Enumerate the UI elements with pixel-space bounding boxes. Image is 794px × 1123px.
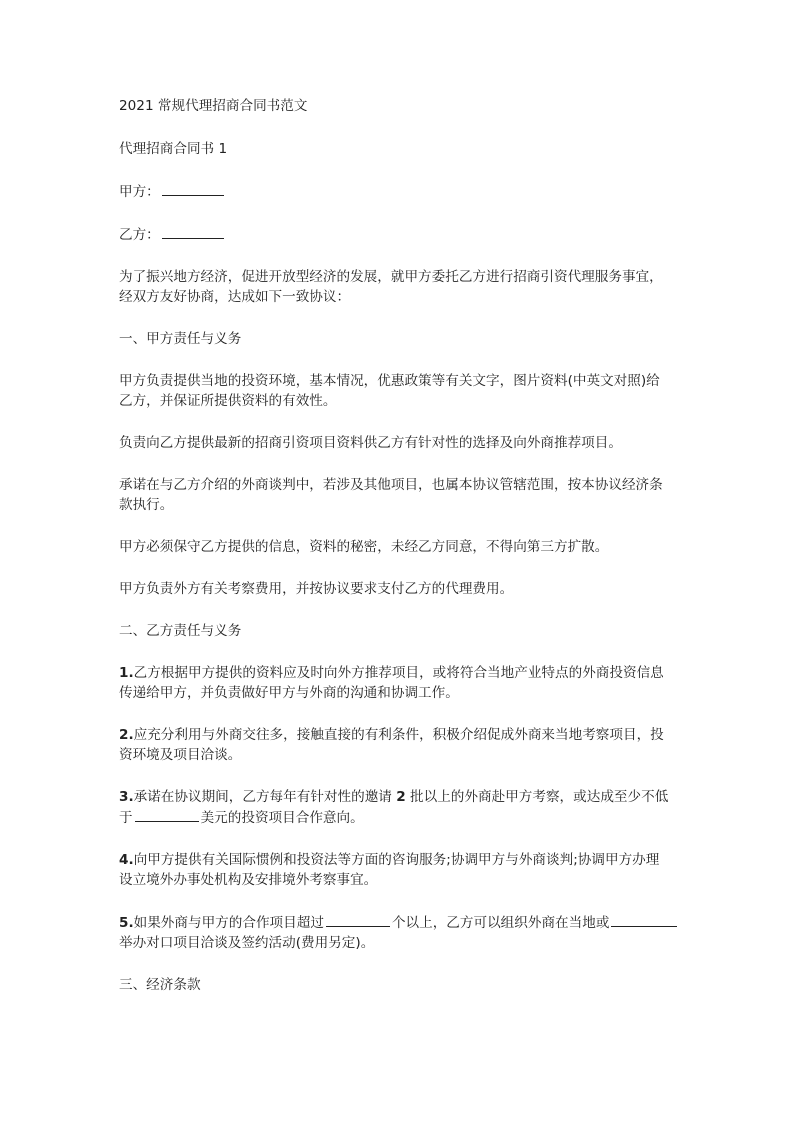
s2-i3-line-2 — [119, 807, 681, 828]
s2-i4-line-2: 设立境外办事处机构及安排境外考察事宜。 — [119, 872, 378, 888]
section-2-item-4 — [119, 850, 681, 890]
intro-line-1: 为了振兴地方经济，促进开放型经济的发展，就甲方委托乙方进行招商引资代理服务事宜， — [119, 269, 663, 285]
party-b-label: 乙方： — [119, 227, 160, 243]
party-a-line — [119, 181, 681, 202]
s2-i3-line-1 — [119, 787, 681, 807]
amount-blank — [135, 807, 199, 822]
section-2-item-5 — [119, 912, 681, 953]
section-1-paragraph-5: 甲方负责外方有关考察费用，并按协议要求支付乙方的代理费用。 — [119, 581, 514, 597]
item-text: 向甲方提供有关国际惯例和投资法等方面的咨询服务;协调甲方与外商谈判;协调甲方办理 — [133, 852, 660, 868]
party-a-blank — [162, 181, 224, 196]
item-text: 乙方根据甲方提供的资料应及时向外方推荐项目，或将符合当地产业特点的外商投资信息 — [133, 665, 664, 681]
section-1-paragraph-1 — [119, 371, 681, 411]
item-text-a: 如果外商与甲方的合作项目超过 — [133, 915, 324, 931]
project-count-blank — [326, 912, 390, 927]
item-text-b: 个以上，乙方可以组织外商在当地或 — [391, 915, 610, 931]
s2-i5-line-2: 举办对口项目洽谈及签约活动(费用另定)。 — [119, 935, 375, 951]
section-2-item-3 — [119, 787, 681, 828]
contract-subtitle: 代理招商合同书 1 — [119, 141, 228, 157]
document-title: 2021 常规代理招商合同书范文 — [119, 98, 308, 114]
section-1-paragraph-4: 甲方必须保守乙方提供的信息，资料的秘密，未经乙方同意，不得向第三方扩散。 — [119, 539, 609, 555]
item-text-c: 于 — [119, 810, 133, 826]
item-text: 应充分利用与外商交往多，接触直接的有利条件，积极介绍促成外商来当地考察项目，投 — [133, 727, 664, 743]
section-3-heading: 三、经济条款 — [119, 977, 201, 993]
section-2-item-1 — [119, 663, 681, 703]
s2-i2-line-2: 资环境及项目洽谈。 — [119, 747, 242, 763]
s2-i2-line-1 — [119, 725, 681, 745]
item-number: 5. — [119, 915, 134, 931]
item-text-b: 批以上的外商赴甲方考察，或达成至少不低 — [405, 789, 669, 805]
item-number: 4. — [119, 852, 134, 868]
s2-i1-line-1 — [119, 663, 681, 683]
section-1-paragraph-2: 负责向乙方提供最新的招商引资项目资料供乙方有针对性的选择及向外商推荐项目。 — [119, 435, 622, 451]
s1-p1-line-2: 乙方，并保证所提供资料的有效性。 — [119, 393, 337, 409]
party-b-line — [119, 224, 681, 245]
s1-p1-line-1: 甲方负责提供当地的投资环境，基本情况，优惠政策等有关文字，图片资料(中英文对照)给 — [119, 373, 660, 389]
party-a-label: 甲方： — [119, 184, 160, 200]
item-number: 3. — [119, 789, 134, 805]
item-number: 1. — [119, 665, 134, 681]
item-text-a: 承诺在协议期间，乙方每年有针对性的邀请 — [133, 789, 397, 805]
document-body — [119, 96, 681, 1017]
location-blank — [611, 912, 677, 927]
s1-p3-line-2: 款执行。 — [119, 497, 174, 513]
party-b-blank — [162, 224, 224, 239]
batch-count: 2 — [396, 789, 406, 805]
item-number: 2. — [119, 727, 134, 743]
s2-i1-line-2: 传递给甲方，并负责做好甲方与外商的沟通和协调工作。 — [119, 685, 459, 701]
section-2-item-2 — [119, 725, 681, 765]
intro-line-2: 经双方友好协商，达成如下一致协议： — [119, 289, 351, 305]
item-text-d: 美元的投资项目合作意向。 — [200, 810, 364, 826]
intro-paragraph — [119, 267, 681, 307]
s1-p3-line-1: 承诺在与乙方介绍的外商谈判中，若涉及其他项目，也属本协议管辖范围，按本协议经济条 — [119, 477, 663, 493]
s2-i5-line-1 — [119, 912, 681, 933]
section-1-paragraph-3 — [119, 475, 681, 515]
section-1-heading: 一、甲方责任与义务 — [119, 331, 242, 347]
section-2-heading: 二、乙方责任与义务 — [119, 623, 242, 639]
s2-i4-line-1 — [119, 850, 681, 870]
